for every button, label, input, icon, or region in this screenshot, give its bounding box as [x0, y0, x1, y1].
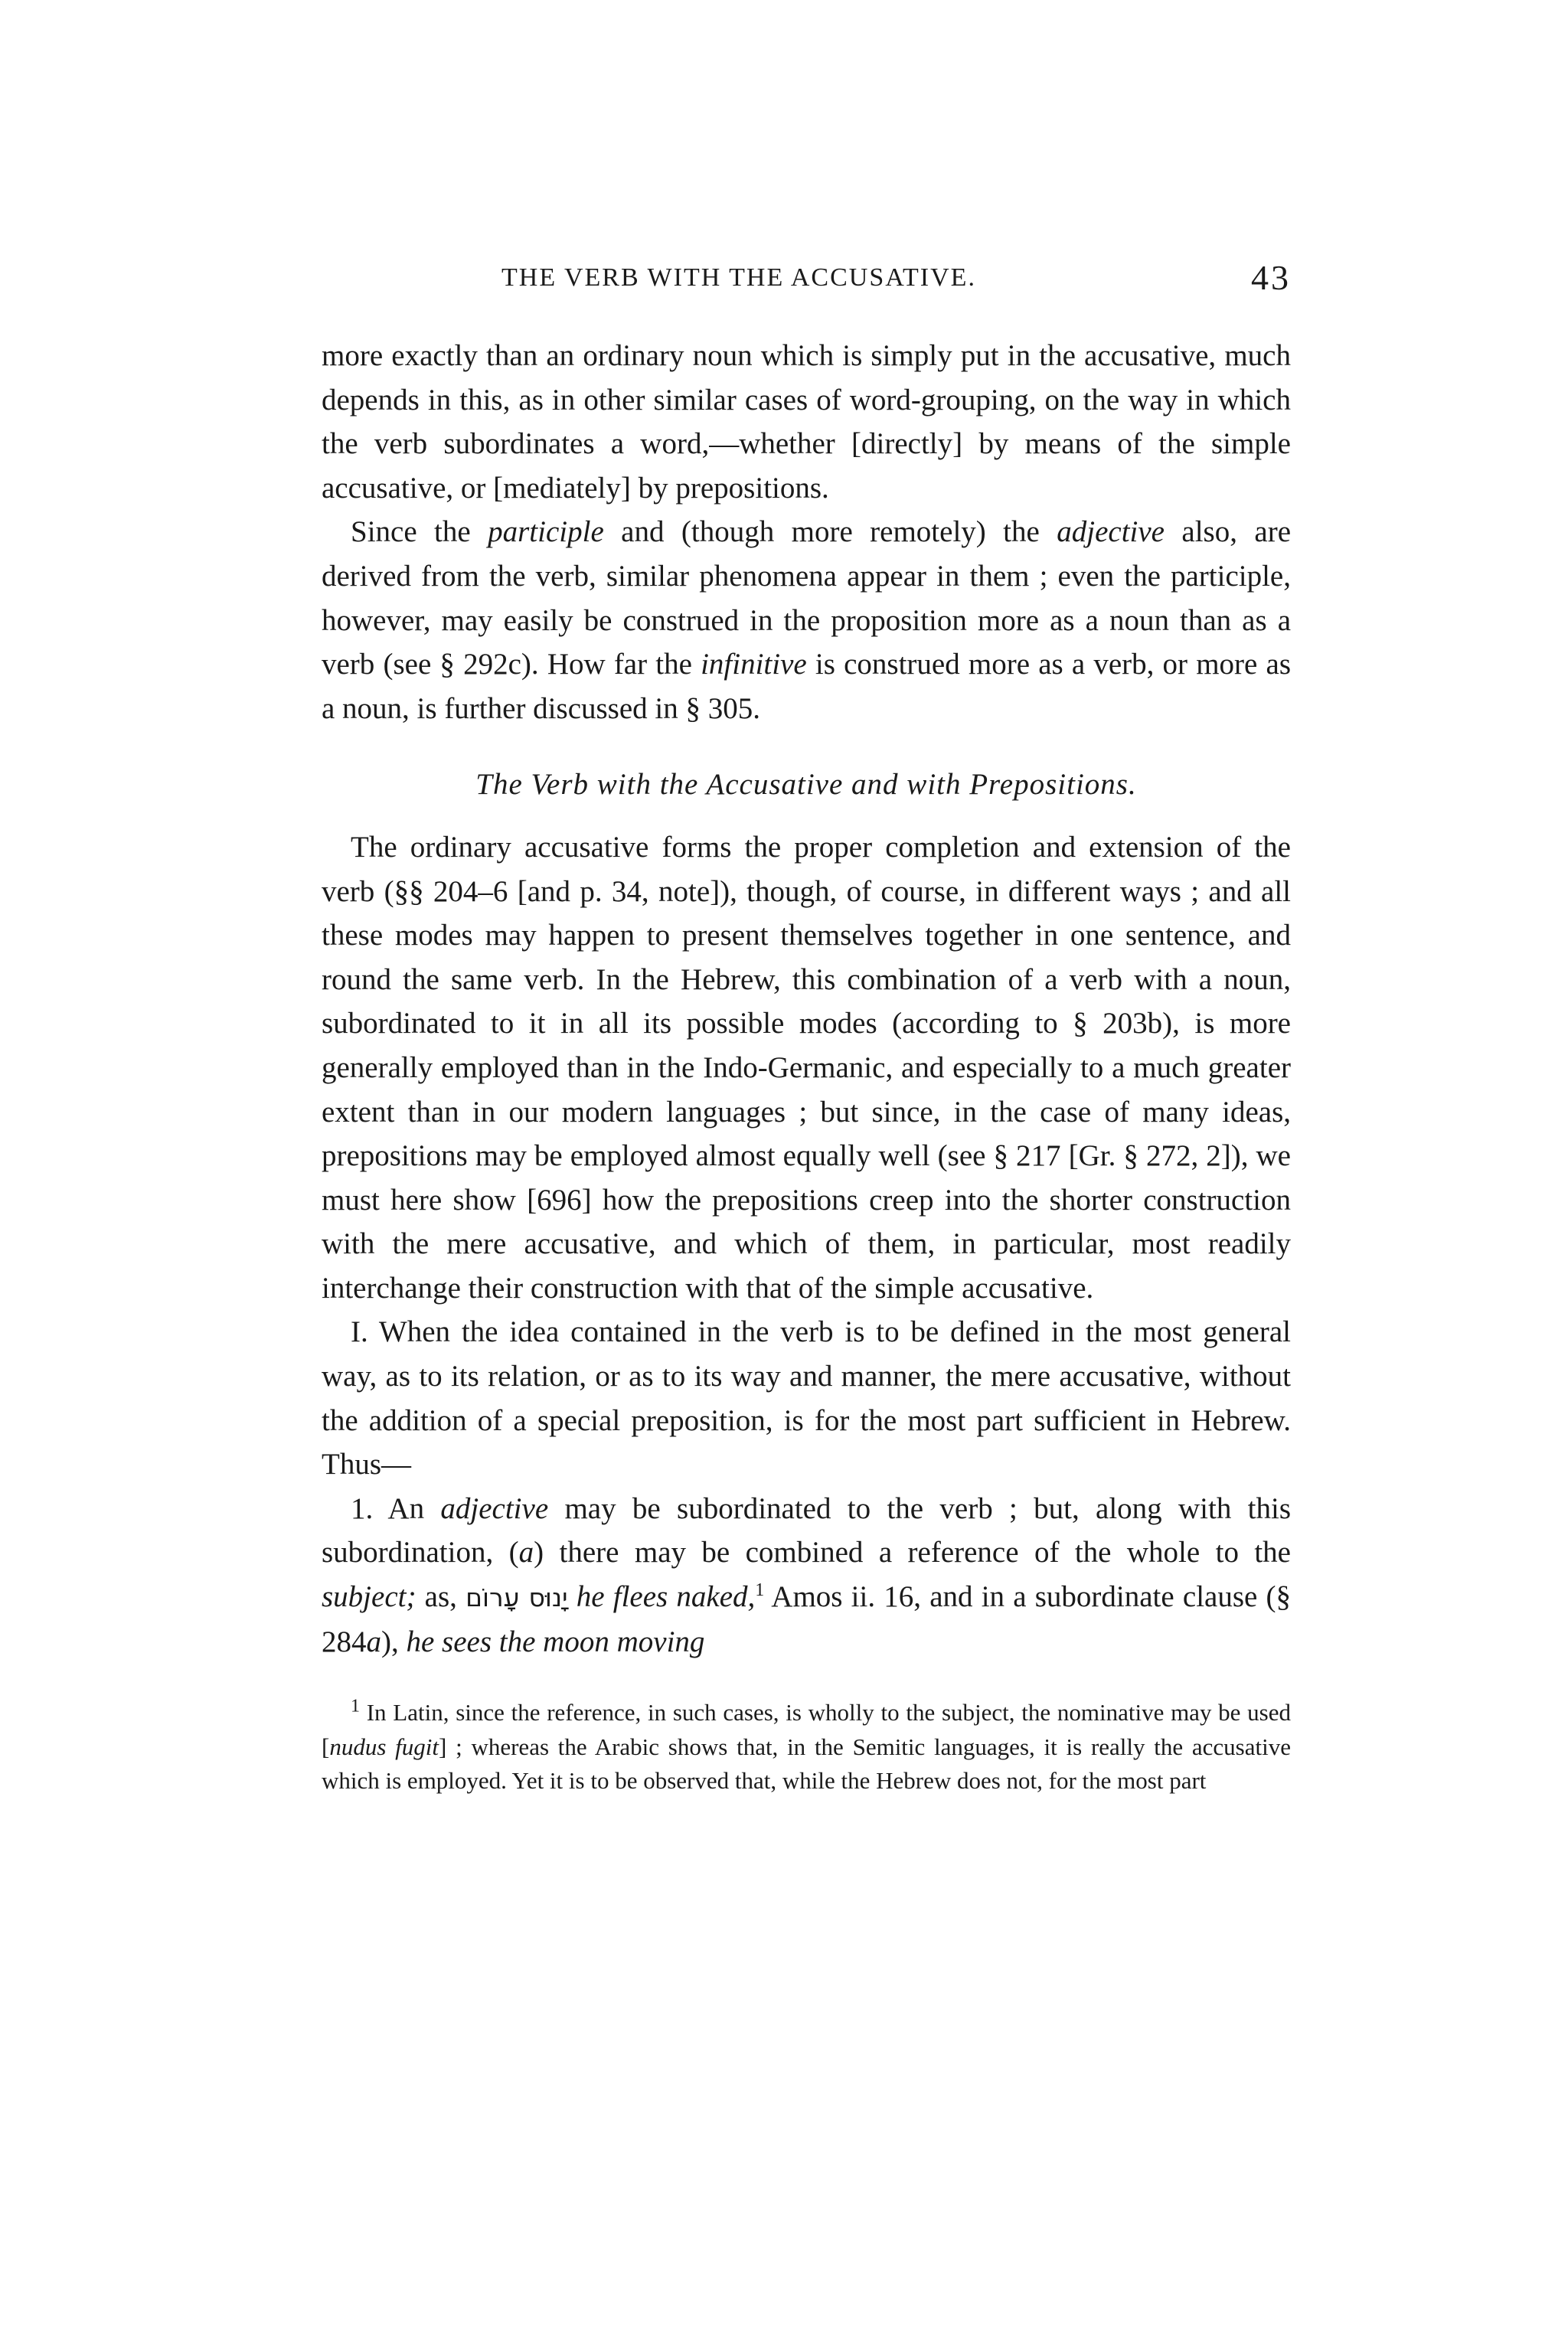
- section-heading: The Verb with the Accusative and with Prepositions.: [475, 768, 1137, 802]
- footnotes: [322, 1696, 1291, 1798]
- term-participle: participle: [488, 515, 604, 549]
- hebrew-phrase: יָנוּס עָרוֹם: [466, 1583, 568, 1613]
- book-page: [322, 260, 1291, 1798]
- footnote-1: $^1$ In Latin, since the reference, in such cases, is wholly to the subject, the nominative may be used [nudus fugit] ; whereas the Arabic shows that, in the Semitic languages, it is really the accusative which is employed. Yet it is to be observed that, while the Hebrew does not, for the most part: [322, 1696, 1291, 1795]
- page-header: [322, 260, 1291, 306]
- paragraph-section-one: I. When the idea contained in the verb is to be defined in the most general way, as to its relation, or as to its way and manner, the mere accusative, without the addition of a special preposition, is for the most part sufficient in Hebrew. Thus—: [322, 1315, 1291, 1481]
- body-text: [322, 334, 1291, 1664]
- paragraph-continuation: more exactly than an ordinary noun which is simply put in the accusative, much depends in this, as in other similar cases of word-grouping, on the way in which the verb subordinates a word,—whether [directly] by means of the simple accusative, or [mediately] by prepositions.: [322, 339, 1291, 505]
- term-adjective: adjective: [1057, 515, 1165, 549]
- footnote-marker: 1: [351, 1696, 360, 1717]
- running-head: THE VERB WITH THE ACCUSATIVE.: [501, 263, 976, 292]
- page-number: 43: [1251, 258, 1291, 297]
- paragraph-participle: Since the participle and (though more remotely) the adjective also, are derived from the verb, similar phenomena appear in them ; even the participle, however, may easily be construed in the proposition more as a noun than as a verb (see § 292c). How far the infinitive is construed more as a verb, or more as a noun, is further discussed in § 305.: [322, 515, 1292, 725]
- paragraph-ordinary-accusative: The ordinary accusative forms the proper completion and extension of the verb (§§ 204–6 [and p. 34, note]), though, of course, in different ways ; and all these modes may happen to present themselves together in one sentence, and round the same verb. In the Hebrew, this combination of a verb with a noun, subordinated to it in all its possible modes (according to § 203b), is more generally employed than in the Indo-Germanic, and especially to a much greater extent than in our modern languages ; but since, in the case of many ideas, prepositions may be employed almost equally well (see § 217 [Gr. § 272, 2]), we must here show [696] how the prepositions creep into the shorter construction with the mere accusative, and which of them, in particular, most readily interchange their construction with that of the simple accusative.: [322, 830, 1291, 1305]
- paragraph-adjective: 1. An adjective may be subordinated to the verb ; but, along with this subordination, (a) there may be combined a reference of the whole to the subject; as, יָנוּס עָרוֹם he flees naked,$^1$ Amos ii. 16, and in a subordinate clause (§ 284a), he sees the moon moving: [322, 1491, 1292, 1658]
- footnote-ref: 1: [755, 1580, 765, 1601]
- term-infinitive: infinitive: [701, 648, 807, 681]
